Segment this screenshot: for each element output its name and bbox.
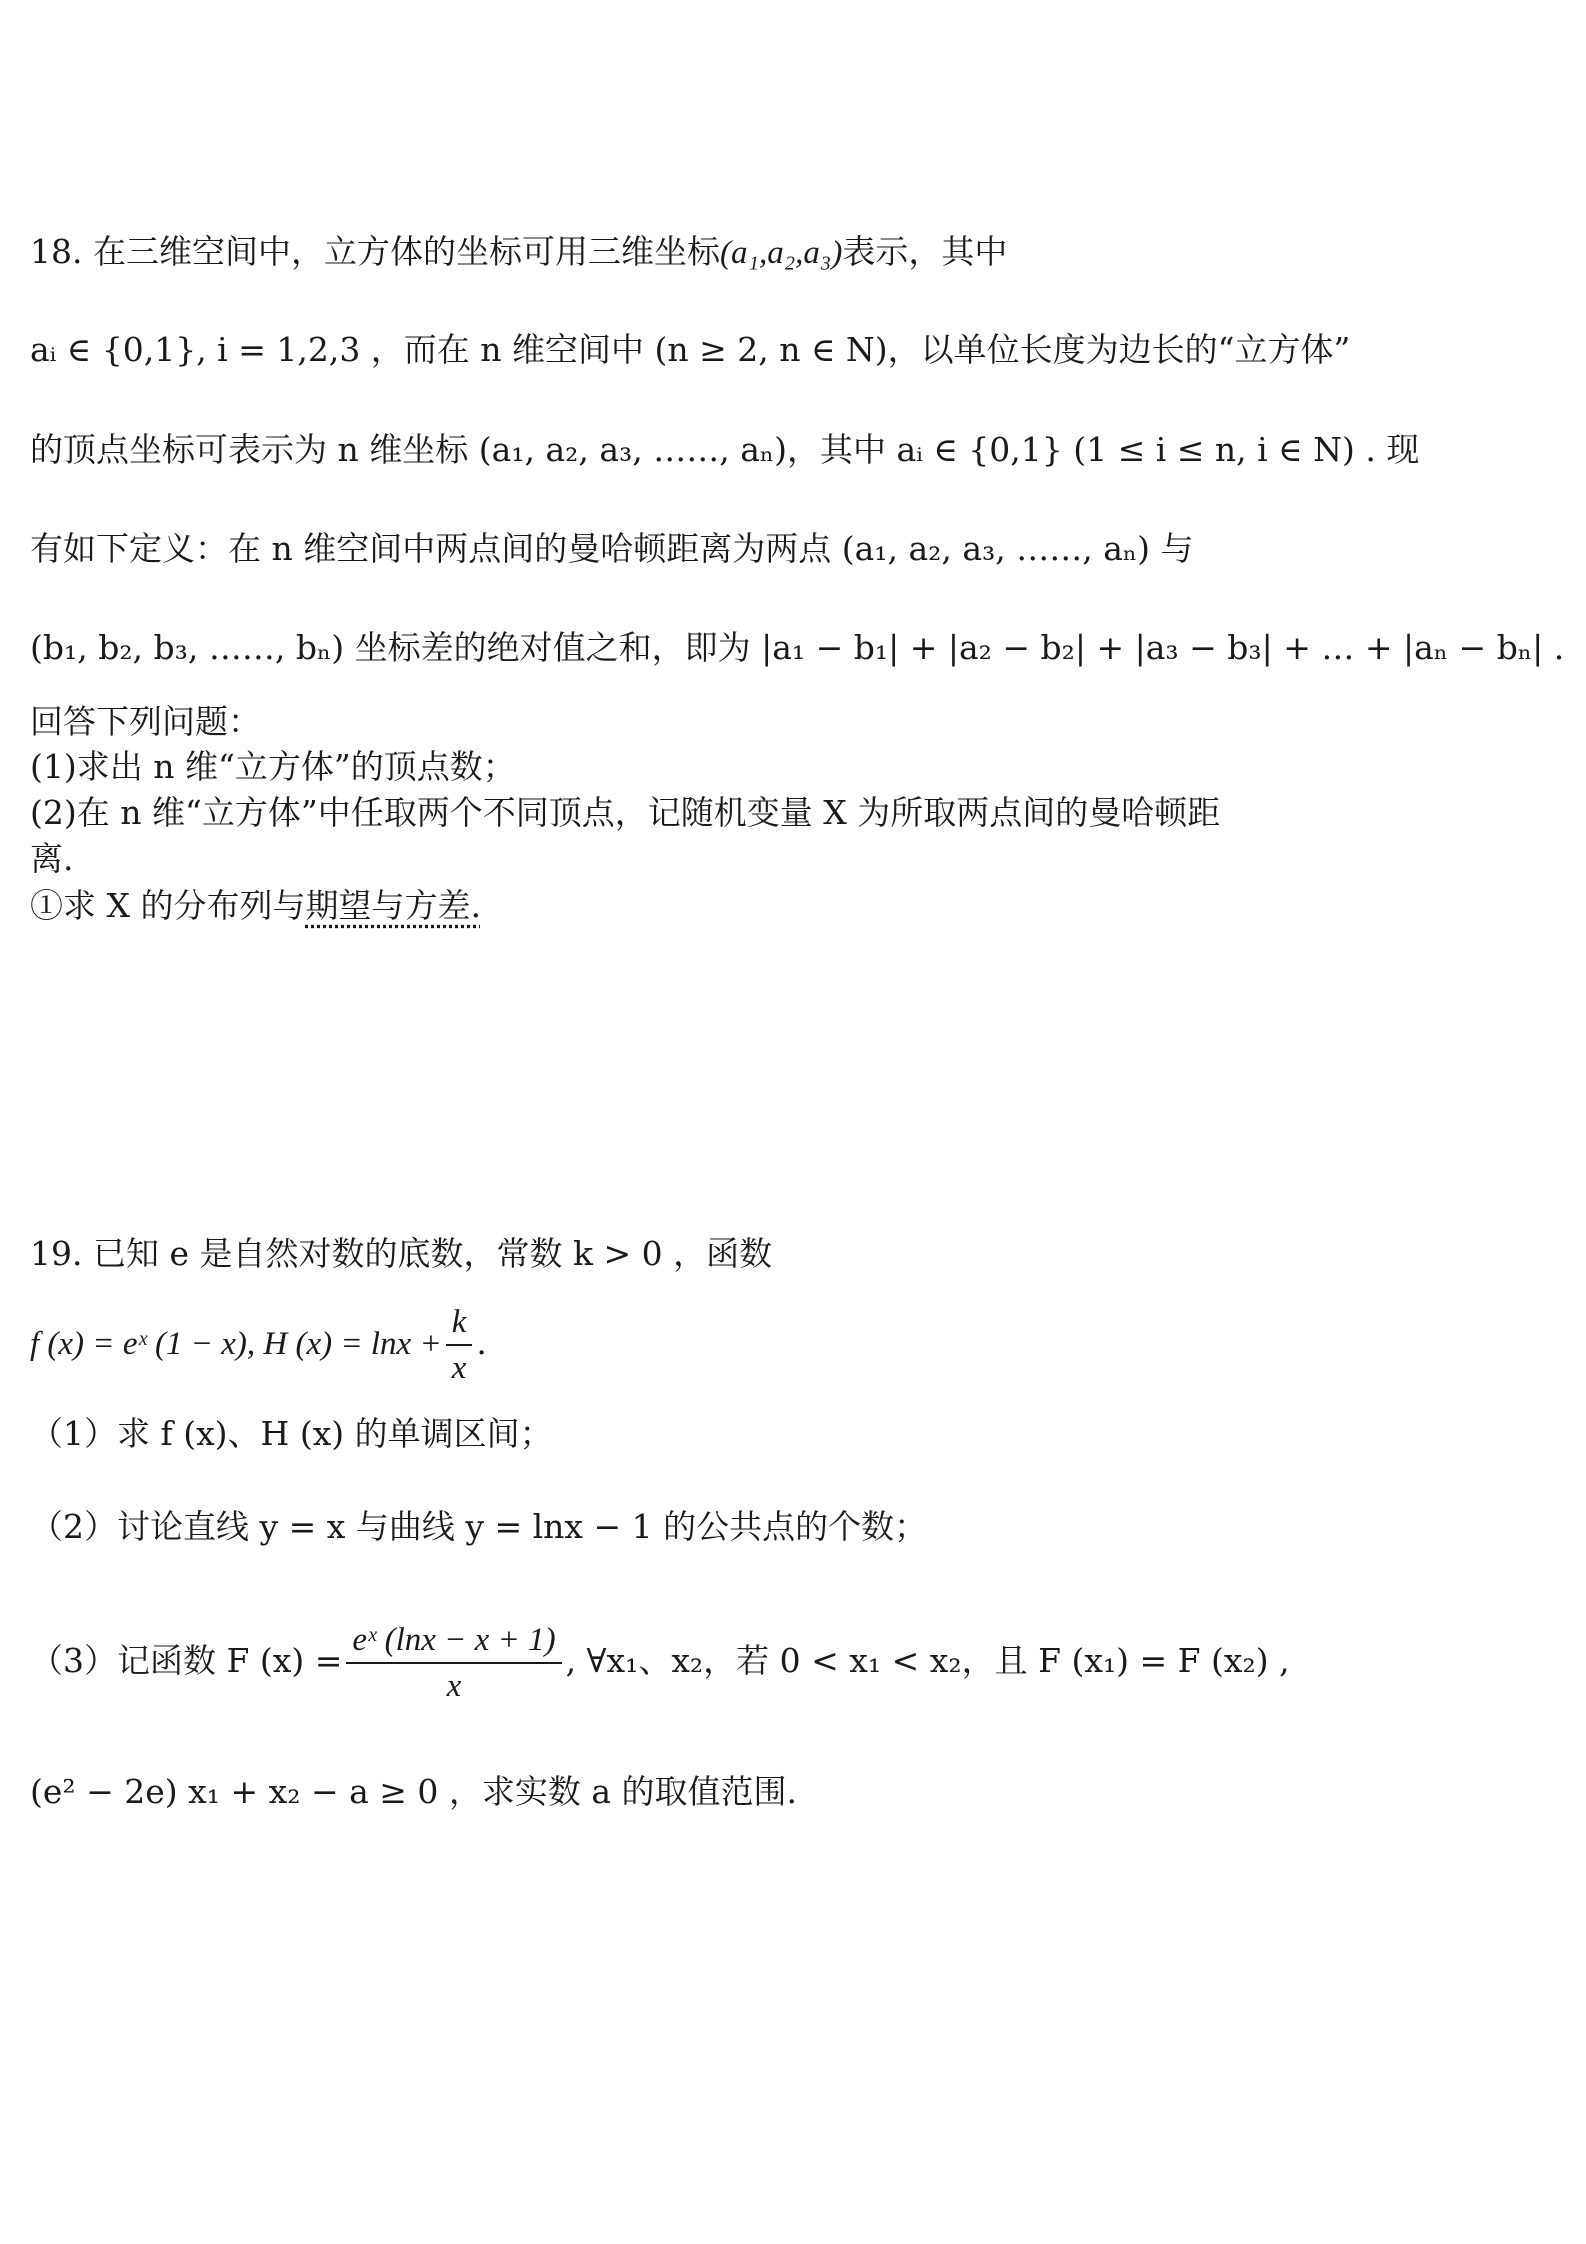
q19-fraction-F xyxy=(346,1618,561,1708)
q18-line-3: 的顶点坐标可表示为 n 维坐标 (a₁, a₂, a₃, ……, aₙ)，其中 aᵢ ∈ {0,1} (1 ≤ i ≤ n, i ∈ N) . 现 xyxy=(30,430,1420,469)
q18-line-4: 有如下定义：在 n 维空间中两点间的曼哈顿距离为两点 (a₁, a₂, a₃, ……, aₙ) 与 xyxy=(30,529,1194,568)
q18-intro: 18. 在三维空间中，立方体的坐标可用三维坐标 xyxy=(30,232,720,271)
q18-part-2-cont: 离. xyxy=(30,839,74,878)
q18-line-1 xyxy=(30,230,1007,275)
q18-part-2: (2)在 n 维“立方体”中任取两个不同顶点，记随机变量 X 为所取两点间的曼哈顿距 xyxy=(30,793,1221,832)
q18-sub1-text: ①求 X 的分布列与 xyxy=(30,886,306,925)
q19-part-1: （1）求 f (x)、H (x) 的单调区间； xyxy=(30,1414,553,1453)
q19-part-2: （2）讨论直线 y = x 与曲线 y = lnx − 1 的公共点的个数； xyxy=(30,1507,928,1546)
q18-tuple-3d: (a₁,a₂,a₃) xyxy=(719,235,843,271)
q19-line-2-end: . xyxy=(476,1323,487,1362)
q18-prompt: 回答下列问题： xyxy=(30,702,261,741)
q19-line-2 xyxy=(30,1300,487,1390)
q19-part-3-end: , ∀x₁、x₂，若 0 < x₁ < x₂，且 F (x₁) = F (x₂) , xyxy=(565,1641,1290,1680)
q19-line-1: 19. 已知 e 是自然对数的底数，常数 k > 0 ，函数 xyxy=(30,1234,773,1273)
q19-part-3-cont: (e² − 2e) x₁ + x₂ − a ≥ 0 ，求实数 a 的取值范围. xyxy=(30,1772,798,1811)
q18-part-1: (1)求出 n 维“立方体”的顶点数； xyxy=(30,747,516,786)
q18-sub1-emphasis: 期望与方差. xyxy=(305,886,481,925)
q18-line-5: (b₁, b₂, b₃, ……, bₙ) 坐标差的绝对值之和，即为 |a₁ − b₁| + |a₂ − b₂| + |a₃ − b₃| + … + |aₙ − bₙ| . xyxy=(30,628,1565,667)
q19-F-den: x xyxy=(446,1668,462,1704)
q18-line-2: aᵢ ∈ {0,1}, i = 1,2,3 ，而在 n 维空间中 (n ≥ 2, n ∈ N)，以单位长度为边长的“立方体” xyxy=(30,330,1351,369)
q19-frac-den: x xyxy=(451,1350,467,1386)
q19-fraction-k-over-x xyxy=(446,1300,473,1390)
q18-intro-end: 表示，其中 xyxy=(842,232,1008,271)
q19-part-3 xyxy=(30,1618,1290,1708)
q19-functions: f (x) = eˣ (1 − x), H (x) = lnx + xyxy=(30,1326,442,1362)
q19-frac-num: k xyxy=(446,1300,473,1346)
q18-part-2-sub1 xyxy=(30,884,481,928)
q19-F-num: eˣ (lnx − x + 1) xyxy=(346,1618,561,1664)
q19-part-3-start: （3）记函数 F (x) = xyxy=(30,1641,343,1680)
